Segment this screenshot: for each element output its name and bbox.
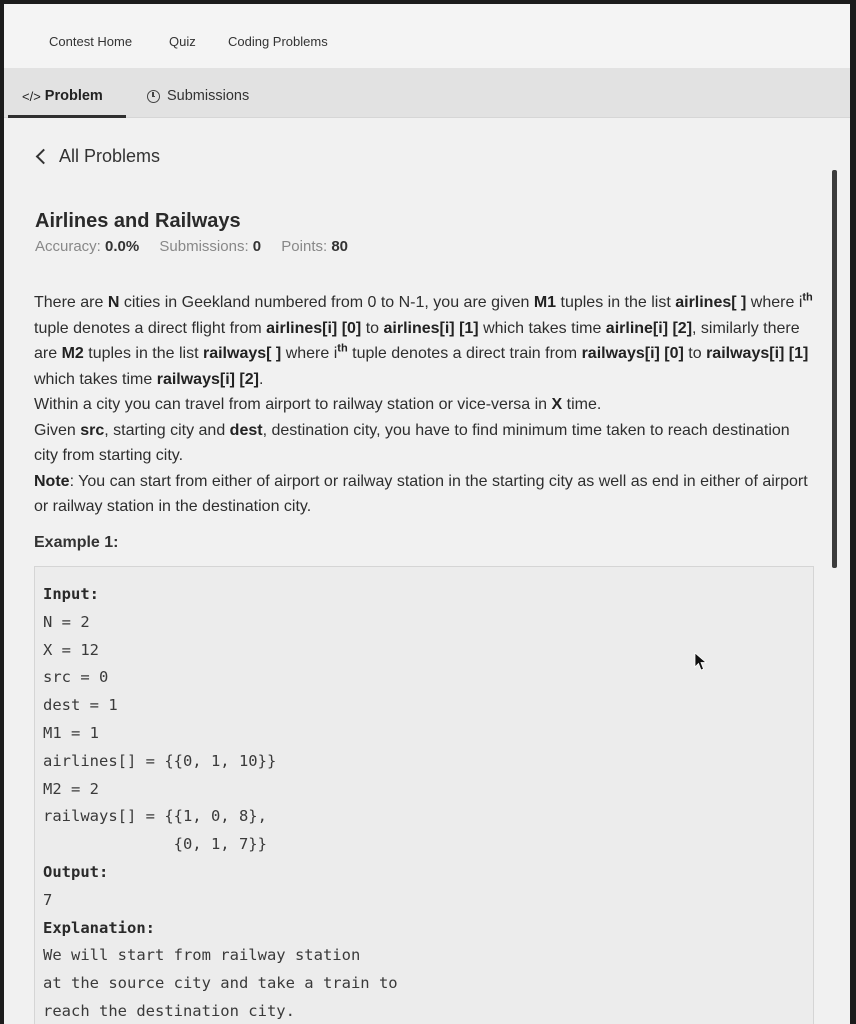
explanation-line: reach the destination city. <box>43 1001 295 1020</box>
tab-bar <box>4 68 850 118</box>
clock-icon <box>147 90 160 103</box>
accuracy-value: 0.0% <box>105 238 140 255</box>
example-code-block <box>34 566 814 1024</box>
nav-quiz[interactable]: Quiz <box>169 34 196 49</box>
problem-description: There are N cities in Geekland numbered from 0 to N-1, you are given M1 tuples in the list airlines[ ] where $i^{th}$ tuple denotes a direct flight from airlines[i] [0] to airlines[i] [1] which takes time airline[i] [2], similarly there are M2 tuples in the list railways[ ] where $i^{th}$ tuple denotes a direct train from railways[i] [0] to railways[i] [1] which takes time railways[i] [2]. Within a city you can travel from airport to railway station or vice-versa in X time. Given src, starting city and dest, destination city, you have to find minimum time taken to reach destination city from starting city. Note: You can start from either of airport or railway station in the starting city as well as end in either of airport or railway station in the destination city. <box>34 291 813 515</box>
top-navigation <box>4 4 850 68</box>
submissions-label: Submissions: <box>159 238 249 255</box>
nav-contest-home[interactable]: Contest Home <box>49 34 133 49</box>
input-label: Input: <box>43 585 99 603</box>
active-tab-indicator <box>8 115 126 118</box>
explanation-line: at the source city and take a train to <box>43 974 398 993</box>
code-line: dest = 1 <box>43 696 118 715</box>
code-line: M2 = 2 <box>43 779 99 798</box>
accuracy-label: Accuracy: <box>35 238 101 255</box>
all-problems-link[interactable] <box>34 146 160 167</box>
code-icon: </> <box>22 88 41 104</box>
code-line: {0, 1, 7}} <box>43 835 267 854</box>
mouse-cursor-icon <box>694 652 708 672</box>
scrollbar-thumb[interactable] <box>832 170 837 568</box>
problem-meta <box>35 238 348 255</box>
nav-coding-problems[interactable]: Coding Problems <box>228 34 328 49</box>
tab-submissions[interactable] <box>147 88 249 104</box>
code-line: M1 = 1 <box>43 723 99 742</box>
code-line: railways[] = {{1, 0, 8}, <box>43 807 267 826</box>
problem-title: Airlines and Railways <box>35 210 241 232</box>
explanation-line: We will start from railway station <box>43 946 361 965</box>
example-label: Example 1: <box>34 534 119 551</box>
example-code <box>43 581 398 1024</box>
output-label: Output: <box>43 862 109 881</box>
screen <box>4 4 850 1024</box>
code-line: X = 12 <box>43 640 99 659</box>
code-line: src = 0 <box>43 668 109 687</box>
submissions-value: 0 <box>252 238 262 255</box>
tab-problem[interactable] <box>22 88 103 104</box>
chevron-left-icon <box>36 149 52 165</box>
explanation-label: Explanation: <box>43 918 155 937</box>
tab-problem-label: Problem <box>44 88 103 104</box>
points-label: Points: <box>281 238 328 255</box>
output-value: 7 <box>43 890 53 909</box>
points-value: 80 <box>331 238 349 255</box>
code-line: N = 2 <box>43 612 90 631</box>
all-problems-label: All Problems <box>59 146 161 166</box>
tab-submissions-label: Submissions <box>167 88 250 104</box>
code-line: airlines[] = {{0, 1, 10}} <box>43 751 277 770</box>
